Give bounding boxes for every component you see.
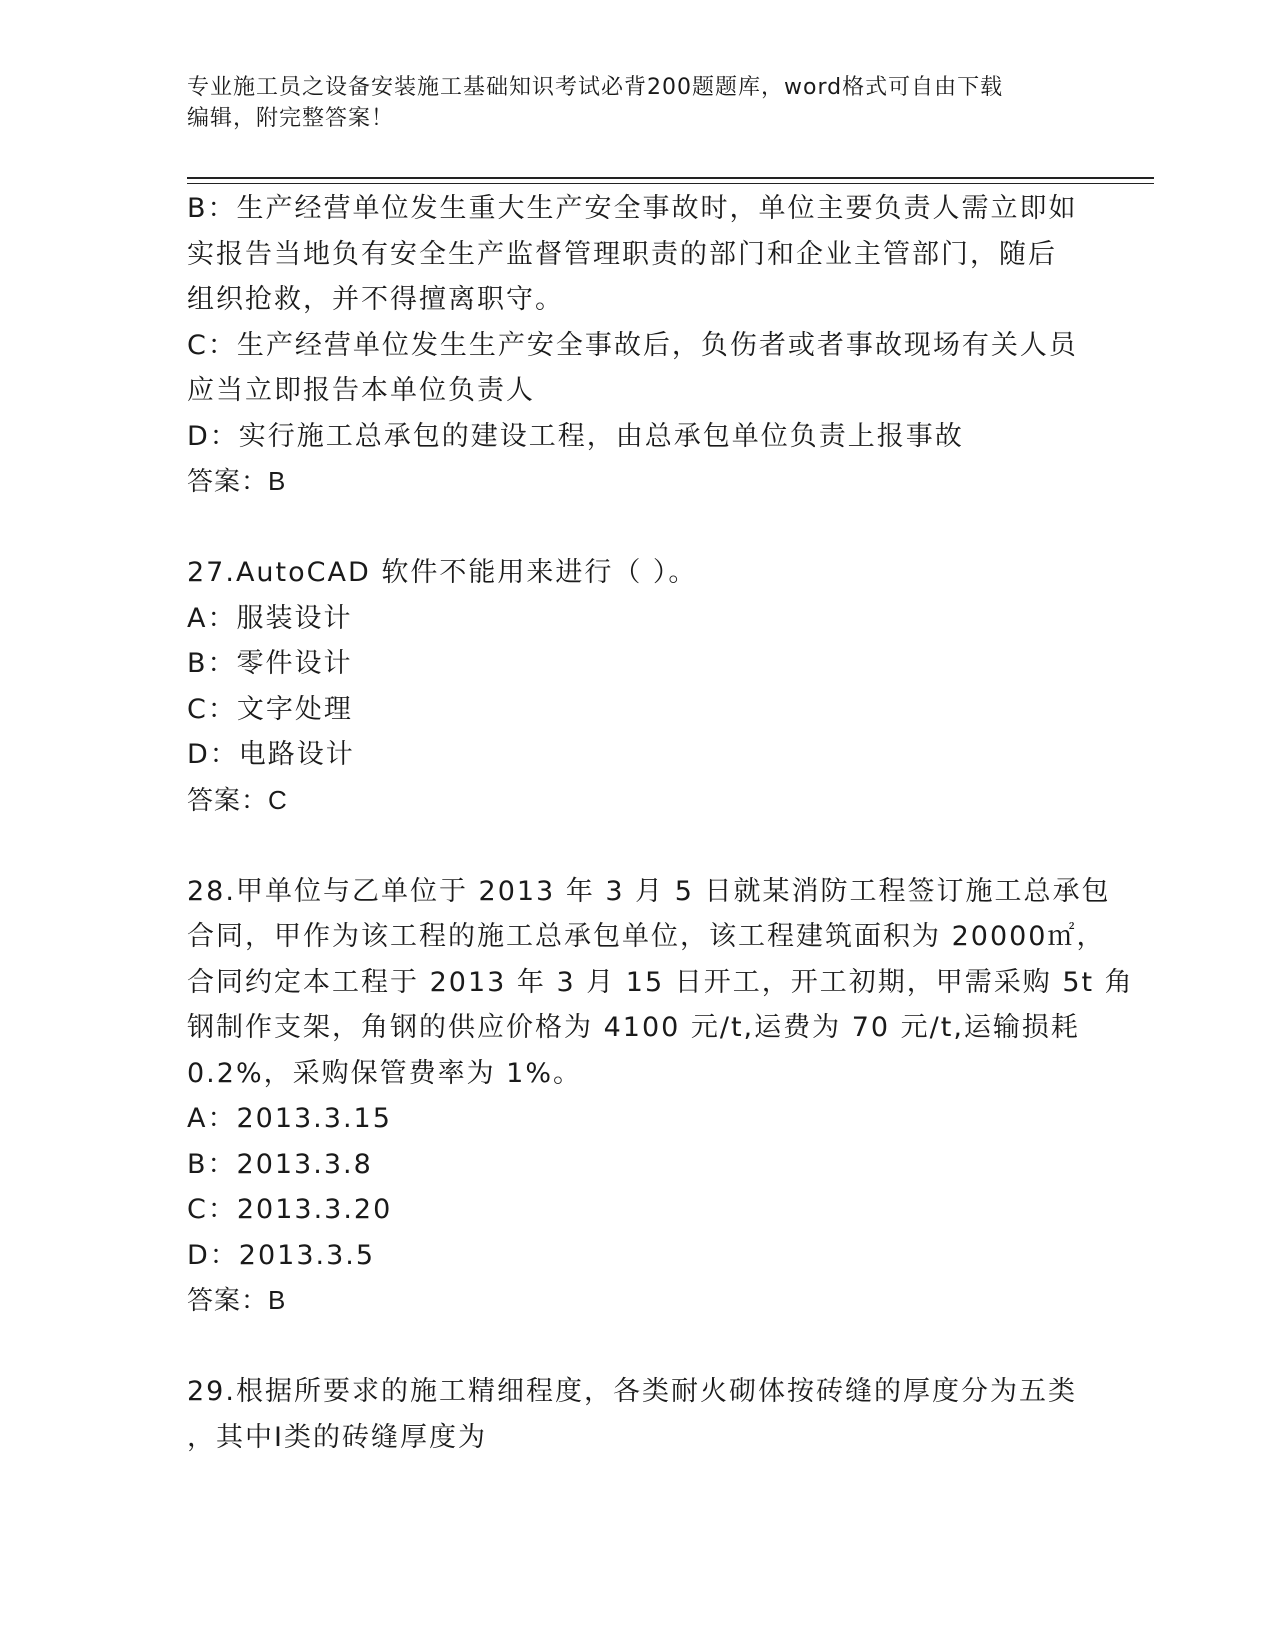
q27-option-d: D：电路设计 [187,739,355,770]
q28-question-line-5: 0.2%，采购保管费率为 1%。 [187,1057,583,1089]
header-rule-thin [187,183,1154,184]
q26-answer: 答案：B [187,466,287,496]
q26-option-d: D：实行施工总承包的建设工程，由总承包单位负责上报事故 [187,420,964,452]
q28-question-line-2: 合同，甲作为该工程的施工总承包单位，该工程建筑面积为 20000㎡， [187,921,1106,952]
q26-option-b-line-3: 组织抢救，并不得擅离职守。 [187,284,564,315]
q28-answer: 答案：B [187,1285,287,1315]
q29-question-line-2: ，其中Ⅰ类的砖缝厚度为 [187,1421,487,1453]
q29-question-line-1: 29.根据所要求的施工精细程度，各类耐火砌体按砖缝的厚度分为五类 [187,1376,1077,1407]
q26-option-c-line-2: 应当立即报告本单位负责人 [187,375,535,406]
document-header [187,72,1067,134]
q28-option-c: C：2013.3.20 [187,1194,393,1225]
question-content [187,186,1134,1460]
question-26-block [187,186,1087,505]
q26-option-c-line-1: C：生产经营单位发生生产安全事故后，负伤者或者事故现场有关人员 [187,329,1078,361]
spacer [187,1324,1087,1370]
q28-option-a: A：2013.3.15 [187,1103,392,1134]
q28-option-b: B：2013.3.8 [187,1148,373,1180]
question-29-block [187,1369,1087,1460]
q28-question-line-3: 合同约定本工程于 2013 年 3 月 15 日开工，开工初期，甲需采购 5t 角 [187,966,1134,998]
q26-option-b-line-1: B：生产经营单位发生重大生产安全事故时，单位主要负责人需立即如 [187,193,1078,224]
header-line-2: 编辑，附完整答案！ [187,106,395,131]
q27-option-a: A：服装设计 [187,602,353,634]
q27-answer: 答案：C [187,784,288,815]
header-line-1: 专业施工员之设备安装施工基础知识考试必背200题题库，word格式可自由下载 [187,75,1004,100]
spacer [187,505,1087,551]
spacer [187,823,1087,869]
q28-option-d: D：2013.3.5 [187,1239,376,1271]
q28-question-line-4: 钢制作支架，角钢的供应价格为 4100 元/t,运费为 70 元/t,运输损耗 [187,1012,1080,1043]
header-rule-thick [187,177,1154,179]
q26-option-b-line-2: 实报告当地负有安全生产监督管理职责的部门和企业主管部门，随后 [187,238,1057,270]
q27-question: 27.AutoCAD 软件不能用来进行（ ）。 [187,557,698,588]
q27-option-c: C：文字处理 [187,693,353,725]
q27-option-b: B：零件设计 [187,648,353,679]
q28-question-line-1: 28.甲单位与乙单位于 2013 年 3 月 5 日就某消防工程签订施工总承包 [187,875,1111,907]
question-27-block [187,550,1087,823]
question-28-block [187,869,1134,1324]
